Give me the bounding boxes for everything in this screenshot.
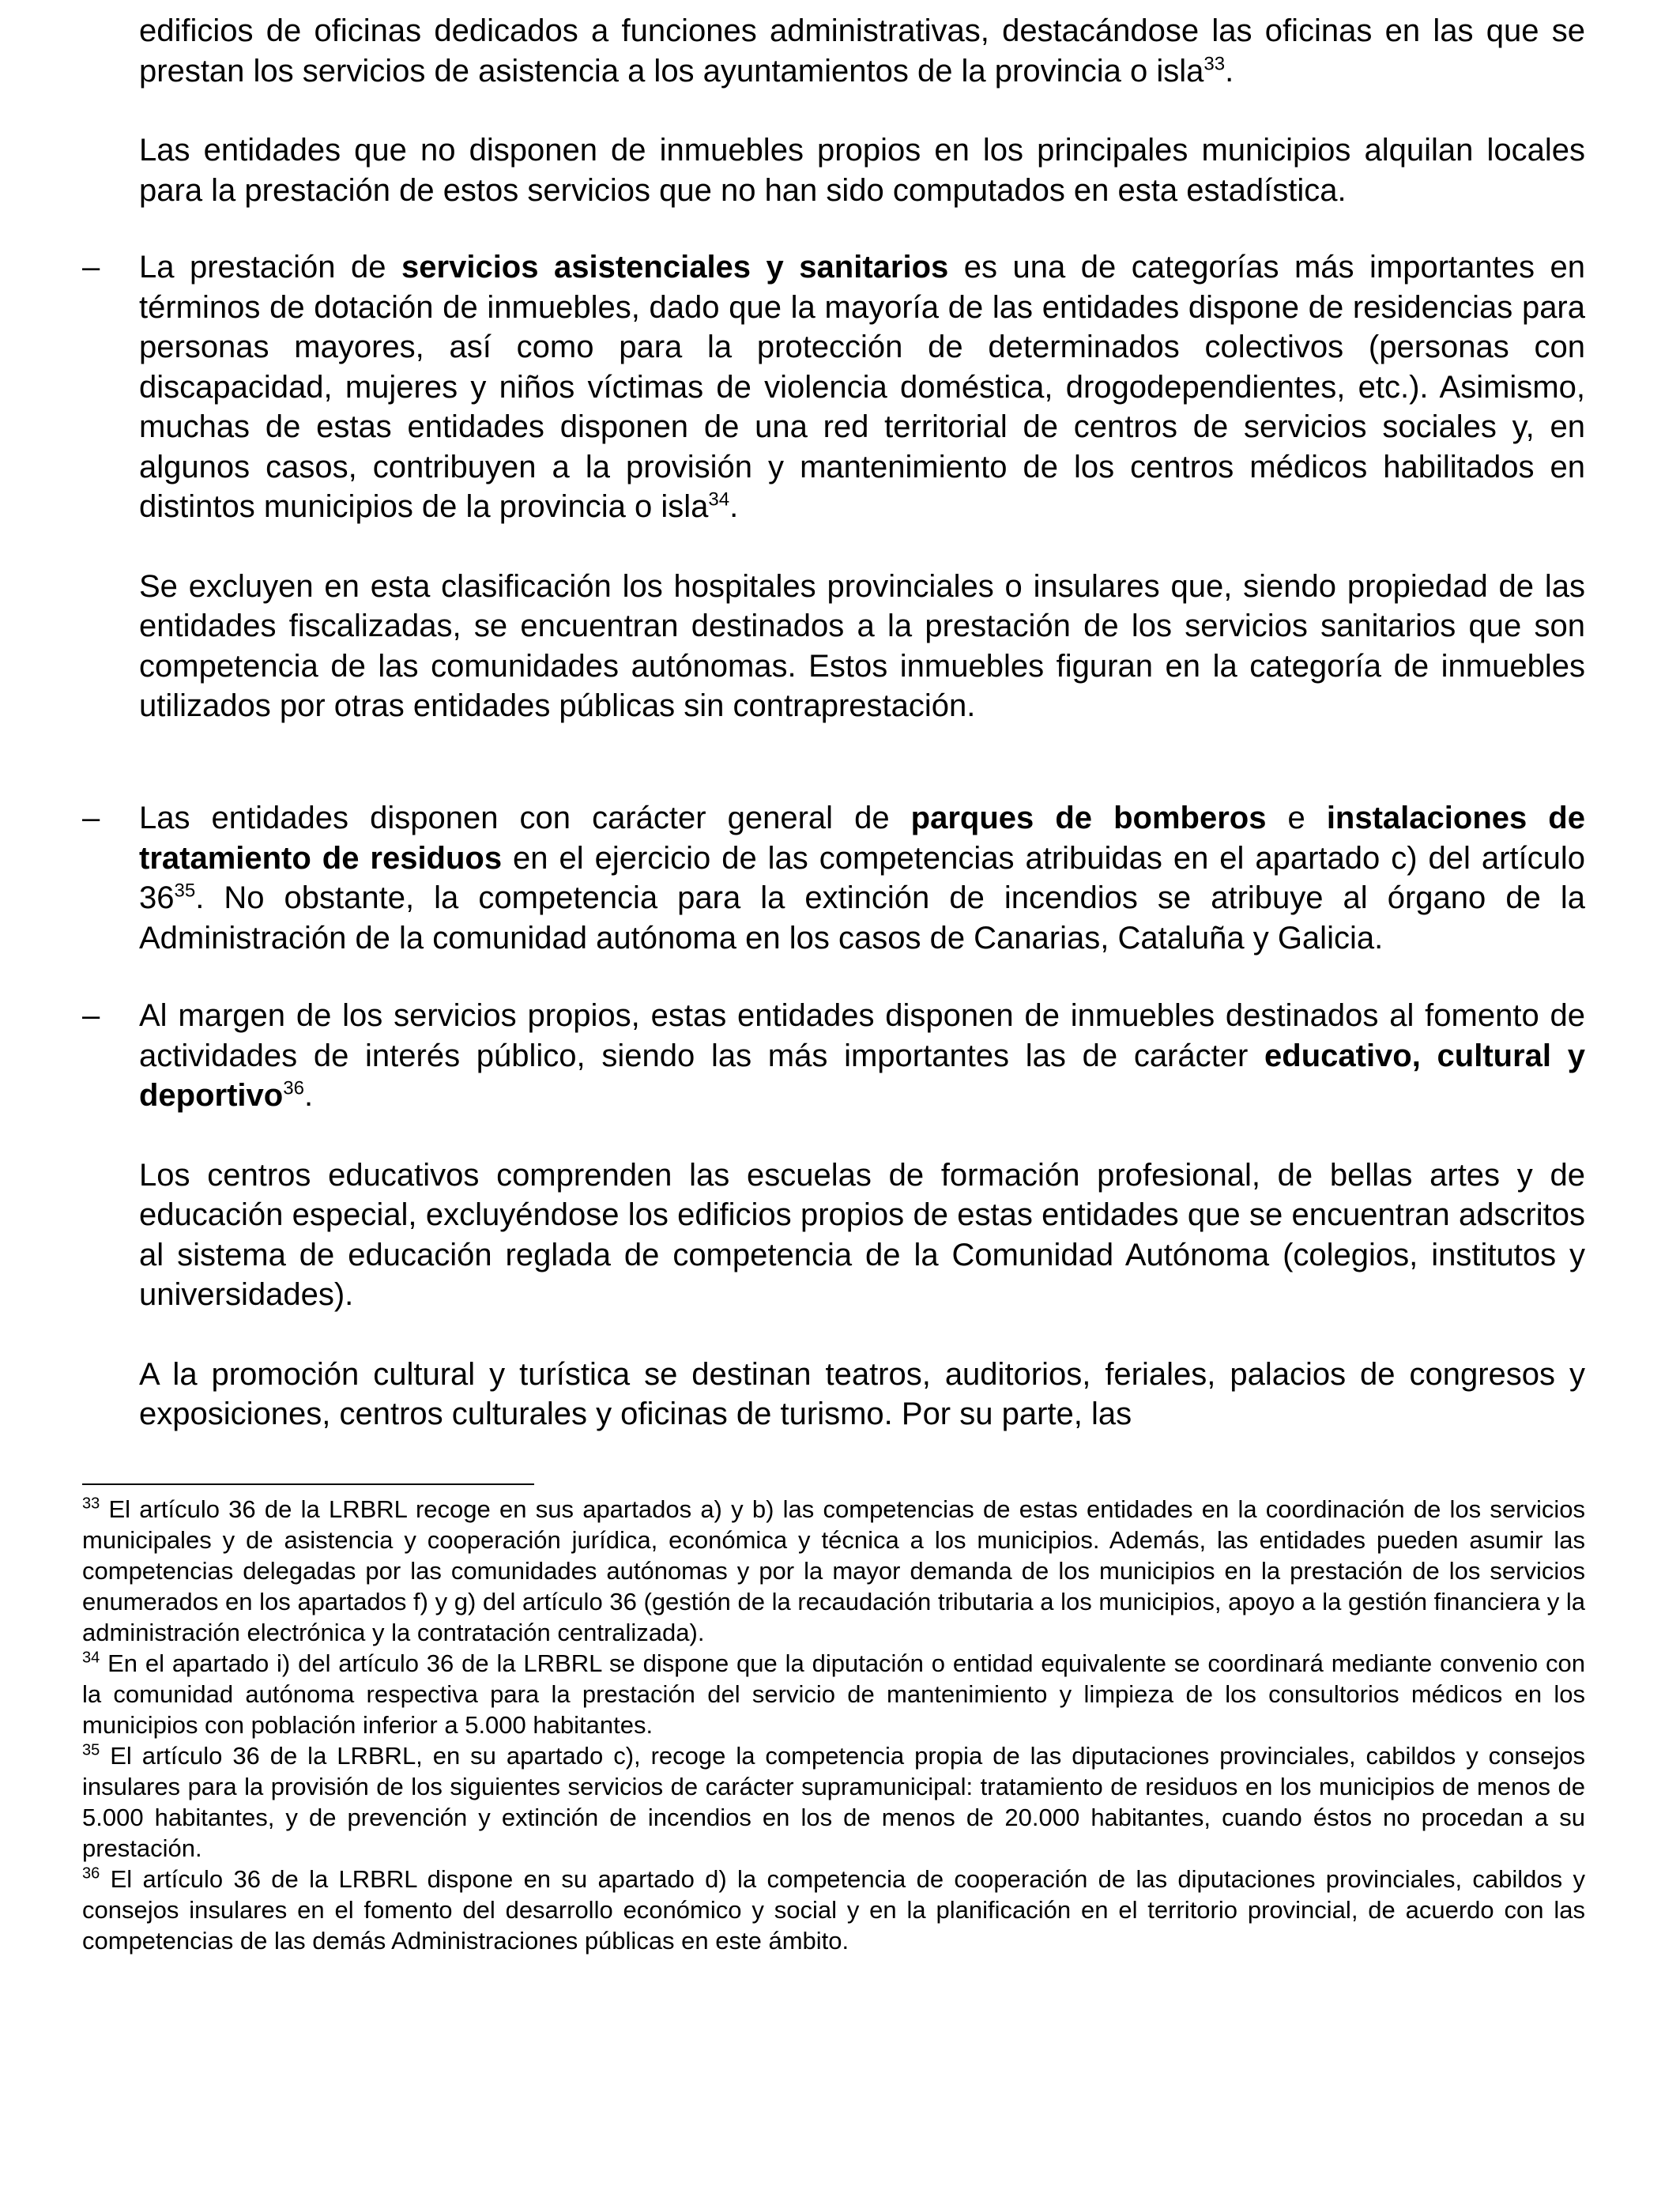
footnote-ref-33[interactable]: 33 (1203, 53, 1226, 75)
intro-block (139, 11, 1585, 210)
footnote-ref-36[interactable]: 36 (283, 1077, 304, 1099)
list-item-bomberos (82, 798, 1585, 958)
intro-paragraph-2: Las entidades que no disponen de inmuebles propios en los principales municipios alquilan locales para la prestación de estos servicios que no han sido computados en esta estadística. (139, 133, 1585, 208)
footnote-33: $^{33}$ El artículo 36 de la LRBRL recoge en sus apartados a) y b) las competencias de estas entidades en la coordinación de los servicios municipales y de asistencia y cooperación jurídica, económica y técnica a los municipios. Además, las entidades pueden asumir las competencias delegadas por las comunidades autónomas y por la mayor demanda de los municipios en la prestación de los servicios enumerados en los apartados f) y g) del artículo 36 (gestión de la recaudación tributaria a los municipios, apoyo a la gestión financiera y la administración electrónica y la contratación centralizada). (82, 1495, 1585, 1646)
list-dash: – (82, 998, 100, 1033)
intro-paragraph-1: edificios de oficinas dedicados a funciones administrativas, destacándose las oficinas en las que se prestan los servicios de asistencia a los ayuntamientos de la provincia o isla$^{33}$. (139, 13, 1585, 89)
list-dash: – (82, 801, 100, 835)
footnotes (82, 1494, 1585, 1956)
list-dash: – (82, 250, 100, 285)
footnote-34: $^{34}$ En el apartado i) del artículo 36 de la LRBRL se dispone que la diputación o entidad equivalente se coordinará mediante convenio con la comunidad autónoma respectiva para la prestación del servicio de mantenimiento y limpieza de los consultorios médicos en los municipios con población inferior a 5.000 habitantes. (82, 1649, 1585, 1739)
footnote-ref-34[interactable]: 34 (708, 488, 730, 511)
list-item-extra-paragraph-2: A la promoción cultural y turística se destinan teatros, auditorios, feriales, palacios de congresos y exposiciones, centros culturales y oficinas de turismo. Por su parte, las (139, 1356, 1585, 1431)
footnote-separator (82, 1483, 534, 1485)
footnote-ref-35[interactable]: 35 (174, 880, 196, 902)
list-item-educativo (82, 996, 1585, 1434)
list-item-asistenciales (82, 247, 1585, 726)
list-item-paragraph: Al margen de los servicios propios, estas entidades disponen de inmuebles destinados al fomento de actividades de interés público, siendo las más importantes las de carácter educativo, cultural y deportivo$^{36}$. (139, 998, 1585, 1113)
list-item-paragraph: Las entidades disponen con carácter general de parques de bomberos e instalaciones de tratamiento de residuos en el ejercicio de las competencias atribuidas en el apartado c) del artículo $36^{35}$. No obstante, la competencia para la extinción de incendios se atribuye al órgano de la Administración de la comunidad autónoma en los casos de Canarias, Cataluña y Galicia. (139, 801, 1585, 956)
list-item-paragraph: La prestación de servicios asistenciales y sanitarios es una de categorías más importantes en términos de dotación de inmuebles, dado que la mayoría de las entidades dispone de residencias para personas mayores, así como para la protección de determinados colectivos (personas con discapacidad, mujeres y niños víctimas de violencia doméstica, drogodependientes, etc.). Asimismo, muchas de estas entidades disponen de una red territorial de centros de servicios sociales y, en algunos casos, contribuyen a la provisión y mantenimiento de los centros médicos habilitados en distintos municipios de la provincia o isla$^{34}$. (139, 250, 1586, 524)
footnote-35: $^{35}$ El artículo 36 de la LRBRL, en su apartado c), recoge la competencia propia de las diputaciones provinciales, cabildos y consejos insulares para la provisión de los siguientes servicios de carácter supramunicipal: tratamiento de residuos en los municipios de menos de 5.000 habitantes, y de prevención y extinción de incendios en los de menos de 20.000 habitantes, cuando éstos no procedan a su prestación. (82, 1741, 1585, 1862)
list-item-extra-paragraph: Se excluyen en esta clasificación los hospitales provinciales o insulares que, siendo propiedad de las entidades fiscalizadas, se encuentran destinados a la prestación de los servicios sanitarios que son competencia de las comunidades autónomas. Estos inmuebles figuran en la categoría de inmuebles utilizados por otras entidades públicas sin contraprestación. (139, 568, 1585, 723)
list-item-extra-paragraph: Los centros educativos comprenden las escuelas de formación profesional, de bellas artes y de educación especial, excluyéndose los edificios propios de estas entidades que se encuentran adscritos al sistema de educación reglada de competencia de la Comunidad Autónoma (colegios, institutos y universidades). (139, 1157, 1585, 1312)
footnote-36: $^{36}$ El artículo 36 de la LRBRL dispone en su apartado d) la competencia de cooperación de las diputaciones provinciales, cabildos y consejos insulares en el fomento del desarrollo económico y social y en la planificación en el territorio provincial, de acuerdo con las competencias de las demás Administraciones públicas en este ámbito. (82, 1864, 1585, 1955)
